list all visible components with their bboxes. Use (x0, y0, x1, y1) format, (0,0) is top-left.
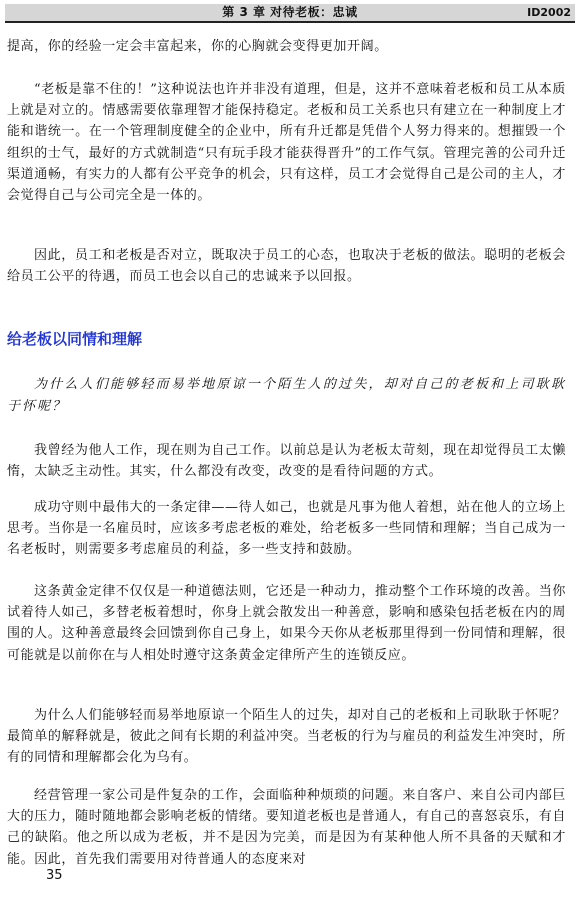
paragraph: 经营管理一家公司是件复杂的工作，会面临种种烦琐的问题。来自客户、来自公司内部巨大的压力，随时随地都会影响老板的情绪。要知道老板也是普通人，有自己的喜怒哀乐，有自己的缺陷。他之所以成为老板，并不是因为完美，而是因为有某种他人所不具备的天赋和才能。因此，首先我们需要用对待普通人的态度来对 (7, 788, 566, 867)
paragraph: 为什么人们能够轻而易举地原谅一个陌生人的过失，却对自己的老板和上司耿耿于怀呢？最简单的解释就是，彼此之间有长期的利益冲突。当老板的行为与雇员的利益发生冲突时，所有的同情和理解都会化为乌有。 (7, 708, 566, 766)
epigraph-quote: 为什么人们能够轻而易举地原谅一个陌生人的过失，却对自己的老板和上司耿耿于怀呢？ (7, 377, 566, 414)
paragraph: 成功守则中最伟大的一条定律——待人如己，也就是凡事为他人着想，站在他人的立场上思考。当你是一名雇员时，应该多考虑老板的难处，给老板多一些同情和理解；当自己成为一名老板时，则需要多考虑雇员的利益，多一些支持和鼓励。 (7, 500, 566, 558)
chapter-title: 第 3 章 对待老板：忠诚 (222, 5, 358, 19)
paragraph: 提高，你的经验一定会丰富起来，你的心胸就会变得更加开阔。 (7, 39, 388, 54)
paragraph: 这条黄金定律不仅仅是一种道德法则，它还是一种动力，推动整个工作环境的改善。当你试着待人如己，多替老板着想时，你身上就会散发出一种善意，影响和感染包括老板在内的周围的人。这种善意最终会回馈到你自己身上，如果今天你从老板那里得到一份同情和理解，很可能就是以前你在与人相处时遵守这条黄金定律所产生的连锁反应。 (7, 584, 566, 663)
running-header (5, 4, 575, 23)
page-number: 35 (46, 868, 63, 883)
paragraph: “老板是靠不住的！”这种说法也许并非没有道理，但是，这并不意味着老板和员工从本质上就是对立的。情感需要依靠理智才能保持稳定。老板和员工关系也只有建立在一种制度上才能和谐统一。在一个管理制度健全的企业中，所有升迁都是凭借个人努力得来的。想摧毁一个组织的士气，最好的方式就制造“只有玩手段才能获得晋升”的工作气氛。管理完善的公司升迁渠道通畅，有实力的人都有公平竞争的机会，只有这样，员工才会觉得自己是公司的主人，才会觉得自己与公司完全是一体的。 (7, 82, 566, 204)
paragraph: 因此，员工和老板是否对立，既取决于员工的心态，也取决于老板的做法。聪明的老板会给员工公平的待遇，而员工也会以自己的忠诚来予以回报。 (7, 248, 566, 285)
section-heading: 给老板以同情和理解 (7, 330, 143, 348)
paragraph: 我曾经为他人工作，现在则为自己工作。以前总是认为老板太苛刻，现在却觉得员工太懒惰，太缺乏主动性。其实，什么都没有改变，改变的是看待问题的方式。 (7, 443, 566, 480)
book-code: ID2002 (527, 6, 571, 19)
